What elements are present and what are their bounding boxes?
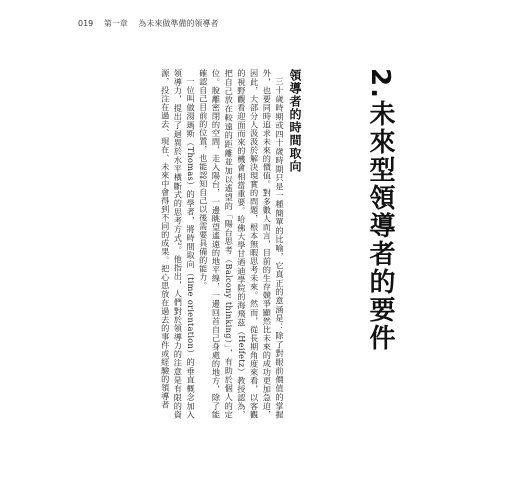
section-title: 領導者的時間取向 — [288, 69, 302, 173]
running-header — [78, 18, 226, 29]
header-chapter-subtitle: 為未來做準備的領導者 — [138, 19, 219, 28]
page-number: 019 — [78, 19, 94, 28]
paragraph: 一位叫做湯瑪斯（Thomas）的學者，將時間取向（time orientation）的垂直概念加入領導力，提出了迴異於水平橫斷式的思考方式²。他指出，人們對於領導力的注意是有限的資源，投注在過去、現在、未來中會得到不同的成果。把心思放在過去的事件或經驗的領導者 — [160, 69, 197, 419]
paragraph: 三十歲時期或四十歲時期只是一種簡單的比喻，它真正的意涵是：除了對眼前價值的掌握外，也要同時追求未來的價值。對多數人而言，目前的生存競爭顯然比未來的成功更加急迫，因此，大部分人汲汲於解決現實的問題，根本無暇思考未來。然而，從長期角度來看，以客觀的視野觀看迎面而來的機會相當重要。哈佛大學甘迺迪學院的海飛茲（Heifetz）教授認為，把自己放在較遠的距離並加以遙望的「陽台思考（Balcony thinking）」，有助於個人的定位。脫離密閉的空間，走入陽台，一邊眺望遙遠的地平線，一邊回首自己身處的地方，除了能確認自己目前的位置，也能認知自己以後需要具備的能力。 — [198, 69, 285, 419]
header-chapter: 第一章 — [103, 19, 128, 28]
chapter-title: 2.未來型領導者的要件 — [365, 68, 395, 352]
body-text — [90, 69, 286, 419]
